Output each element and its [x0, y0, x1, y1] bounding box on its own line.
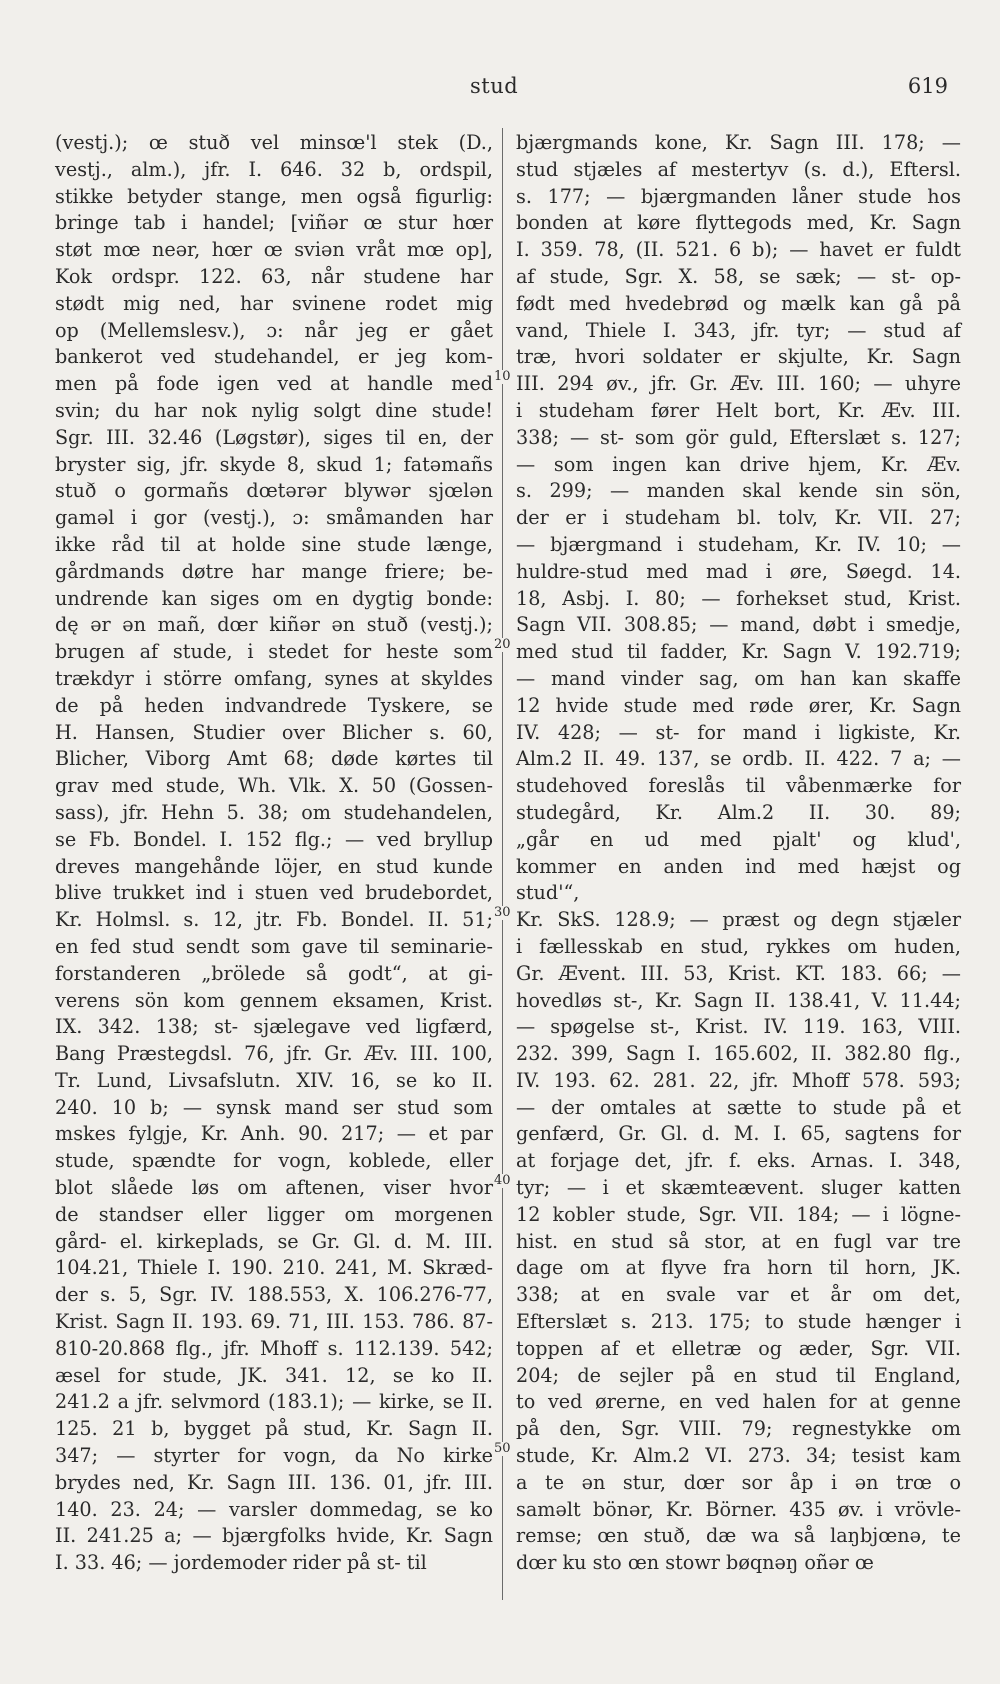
text-line: de standser eller ligger om morgenen	[55, 1202, 493, 1226]
text-line: 240. 10 b; — synsk mand ser stud som	[55, 1095, 493, 1119]
text-line: saməlt bönər, Kr. Börner. 435 øv. i vrövle-	[516, 1497, 961, 1521]
text-line: 241.2 a jfr. selvmord (183.1); — kirke, se II.	[55, 1390, 493, 1414]
text-line: Kr. SkS. 128.9; — præst og degn stjæler	[516, 908, 961, 932]
text-line: på den, Sgr. VIII. 79; regnestykke om	[516, 1417, 961, 1441]
left-column	[55, 130, 493, 1577]
text-line: 125. 21 b, bygget på stud, Kr. Sagn II.	[55, 1417, 493, 1441]
text-line: bankerot ved studehandel, er jeg kom-	[55, 345, 493, 369]
text-line: trækdyr i större omfang, synes at skyldes	[55, 666, 493, 690]
text-line: der er i studeham bl. tolv, Kr. VII. 27;	[516, 506, 961, 530]
text-line: undrende kan siges om en dygtig bonde:	[55, 586, 493, 610]
text-line: hovedløs st-, Kr. Sagn II. 138.41, V. 11.44;	[516, 988, 961, 1012]
text-line: Sgr. III. 32.46 (Løgstør), siges til en, der	[55, 425, 493, 449]
text-line: blot slåede løs om aftenen, viser hvor	[55, 1176, 493, 1200]
text-line: med stud til fadder, Kr. Sagn V. 192.719;	[516, 640, 961, 664]
text-line: dę ər ən mañ, dœr kiñər ən stuð (vestj.);	[55, 613, 493, 637]
text-line: 347; — styrter for vogn, da No kirke	[55, 1444, 493, 1468]
text-line: s. 299; — manden skal kende sin sön,	[516, 479, 961, 503]
text-line: — som ingen kan drive hjem, Kr. Æv.	[516, 452, 961, 476]
text-line: i fællesskab en stud, rykkes om huden,	[516, 934, 961, 958]
text-line: huldre-stud med mad i øre, Søegd. 14.	[516, 559, 961, 583]
text-line: toppen af et elletræ og æder, Sgr. VII.	[516, 1336, 961, 1360]
text-line: bjærgmands kone, Kr. Sagn III. 178; —	[516, 131, 961, 154]
text-line: I. 33. 46; — jordemoder rider på st- til	[55, 1551, 427, 1575]
text-line: grav med stude, Wh. Vlk. X. 50 (Gossen-	[55, 774, 493, 798]
text-line: 810-20.868 flg., jfr. Mhoff s. 112.139. 542;	[55, 1336, 493, 1360]
text-line: brydes ned, Kr. Sagn III. 136. 01, jfr. III.	[55, 1470, 493, 1494]
text-line: s. 177; — bjærgmanden låner stude hos	[516, 184, 961, 208]
text-line: Kr. Holmsl. s. 12, jtr. Fb. Bondel. II. 51;	[55, 908, 493, 932]
text-line: brugen af stude, i stedet for heste som	[55, 640, 493, 664]
text-line: æsel for stude, JK. 341. 12, se ko II.	[55, 1363, 493, 1387]
text-line: støt mœ neər, hœr œ sviən vråt mœ op],	[55, 238, 493, 262]
line-number-40: 40	[494, 1173, 511, 1188]
running-head: stud	[470, 74, 519, 98]
text-line: to ved ørerne, en ved halen for at genne	[516, 1390, 961, 1414]
text-line: stuð o gormañs dœtərər blywər sjœlən	[55, 479, 493, 503]
text-line: vestj., alm.), jfr. I. 646. 32 b, ordspil,	[55, 157, 493, 181]
text-line: gaməl i gor (vestj.), ɔ: småmanden har	[55, 506, 493, 530]
text-line: Sagn VII. 308.85; — mand, døbt i smedje,	[516, 613, 961, 637]
text-line: tyr; — i et skæmteævent. sluger katten	[516, 1176, 961, 1200]
text-line: Kok ordspr. 122. 63, når studene har	[55, 264, 493, 288]
line-number-10: 10	[494, 369, 511, 384]
text-line: vand, Thiele I. 343, jfr. tyr; — stud af	[516, 318, 961, 342]
text-line: — spøgelse st-, Krist. IV. 119. 163, VIII.	[516, 1015, 961, 1039]
text-line: stude, Kr. Alm.2 VI. 273. 34; tesist kam	[516, 1444, 961, 1468]
text-line: dage om at flyve fra horn til horn, JK.	[516, 1256, 961, 1280]
text-line: 204; de sejler på en stud til England,	[516, 1363, 961, 1387]
text-line: studehoved foreslås til våbenmærke for	[516, 774, 961, 798]
text-line: gård- el. kirkeplads, se Gr. Gl. d. M. III.	[55, 1229, 493, 1253]
text-line: — mand vinder sag, om han kan skaffe	[516, 666, 961, 690]
text-line: (vestj.); œ stuð vel minsœ'l stek (D.,	[55, 131, 493, 154]
text-line: genfærd, Gr. Gl. d. M. I. 65, sagtens for	[516, 1122, 961, 1146]
text-line: — bjærgmand i studeham, Kr. IV. 10; —	[516, 532, 961, 556]
text-line: IX. 342. 138; st- sjælegave ved ligfærd,	[55, 1015, 493, 1039]
text-line: der s. 5, Sgr. IV. 188.553, X. 106.276-77,	[55, 1283, 493, 1307]
text-line: 338; — st- som gör guld, Efterslæt s. 127;	[516, 425, 961, 449]
text-line: III. 294 øv., jfr. Gr. Æv. III. 160; — uhyre	[516, 372, 961, 396]
text-line: stødt mig ned, har svinene rodet mig	[55, 291, 493, 315]
text-line: svin; du har nok nylig solgt dine stude!	[55, 398, 493, 422]
text-line: Efterslæt s. 213. 175; to stude hænger i	[516, 1310, 961, 1334]
text-line: kommer en anden ind med hæjst og	[516, 854, 961, 878]
text-line: Krist. Sagn II. 193. 69. 71, III. 153. 786. 87-	[55, 1310, 493, 1334]
text-line: Gr. Ævent. III. 53, Krist. KT. 183. 66; —	[516, 961, 961, 985]
text-line: bringe tab i handel; [viñər œ stur hœr	[55, 211, 493, 235]
text-line: dœr ku sto œn stowr bøqnəŋ oñər œ	[516, 1551, 874, 1575]
text-line: Bang Præstegdsl. 76, jfr. Gr. Æv. III. 100,	[55, 1042, 493, 1066]
text-line: i studeham fører Helt bort, Kr. Æv. III.	[516, 398, 961, 422]
text-line: en fed stud sendt som gave til seminarie-	[55, 934, 493, 958]
text-line: stude, spændte for vogn, koblede, eller	[55, 1149, 493, 1173]
text-line: forstanderen „brölede så godt“, at gi-	[55, 961, 493, 985]
line-number-30: 30	[494, 905, 511, 920]
text-line: født med hvedebrød og mælk kan gå på	[516, 291, 961, 315]
text-line: studegård, Kr. Alm.2 II. 30. 89;	[516, 800, 961, 824]
text-line: verens sön kom gennem eksamen, Krist.	[55, 988, 493, 1012]
column-divider	[502, 128, 503, 1600]
right-column	[516, 130, 961, 1577]
page-number: 619	[907, 74, 948, 98]
text-line: 12 kobler stude, Sgr. VII. 184; — i lögne-	[516, 1202, 961, 1226]
text-line: men på fode igen ved at handle med	[55, 372, 493, 396]
text-line: Blicher, Viborg Amt 68; døde kørtes til	[55, 747, 493, 771]
text-line: II. 241.25 a; — bjærgfolks hvide, Kr. Sagn	[55, 1524, 493, 1548]
text-line: I. 359. 78, (II. 521. 6 b); — havet er fuldt	[516, 238, 961, 262]
text-line: bonden at køre flyttegods med, Kr. Sagn	[516, 211, 961, 235]
text-line: IV. 428; — st- for mand i ligkiste, Kr.	[516, 720, 961, 744]
text-line: mskes fylgje, Kr. Anh. 90. 217; — et par	[55, 1122, 493, 1146]
text-line: hist. en stud så stor, at en fugl var tre	[516, 1229, 961, 1253]
text-line: 232. 399, Sagn I. 165.602, II. 382.80 flg.,	[516, 1042, 961, 1066]
text-line: dreves mangehånde löjer, en stud kunde	[55, 854, 493, 878]
text-line: stud'“,	[516, 881, 580, 905]
line-number-20: 20	[494, 637, 511, 652]
text-line: remse; œn stuð, dæ wa så laŋbjœnə, te	[516, 1524, 961, 1548]
text-line: sass), jfr. Hehn 5. 38; om studehandelen,	[55, 800, 493, 824]
text-line: ikke råd til at holde sine stude længe,	[55, 532, 493, 556]
text-line: træ, hvori soldater er skjulte, Kr. Sagn	[516, 345, 961, 369]
text-line: 104.21, Thiele I. 190. 210. 241, M. Skræd-	[55, 1256, 493, 1280]
text-line: op (Mellemslesv.), ɔ: når jeg er gået	[55, 318, 493, 342]
text-line: Alm.2 II. 49. 137, se ordb. II. 422. 7 a; —	[516, 747, 961, 771]
text-line: blive trukket ind i stuen ved brudebordet,	[55, 881, 493, 905]
text-line: de på heden indvandrede Tyskere, se	[55, 693, 493, 717]
text-line: — der omtales at sætte to stude på et	[516, 1095, 961, 1119]
text-line: gårdmands døtre har mange friere; be-	[55, 559, 493, 583]
text-line: 12 hvide stude med røde ører, Kr. Sagn	[516, 693, 961, 717]
text-line: 140. 23. 24; — varsler dommedag, se ko	[55, 1497, 493, 1521]
text-line: at forjage det, jfr. f. eks. Arnas. I. 348,	[516, 1149, 961, 1173]
text-line: 18, Asbj. I. 80; — forhekset stud, Krist.	[516, 586, 961, 610]
text-line: se Fb. Bondel. I. 152 flg.; — ved bryllup	[55, 827, 493, 851]
text-line: af stude, Sgr. X. 58, se sæk; — st- op-	[516, 264, 961, 288]
text-line: stud stjæles af mestertyv (s. d.), Eftersl.	[516, 157, 961, 181]
text-line: a te ən stur, dœr sor åp i ən trœ o	[516, 1470, 961, 1494]
line-number-50: 50	[494, 1441, 511, 1456]
text-line: 338; at en svale var et år om det,	[516, 1283, 961, 1307]
text-line: bryster sig, jfr. skyde 8, skud 1; fatəmañs	[55, 452, 493, 476]
text-line: „går en ud med pjalt' og klud',	[516, 827, 961, 851]
text-line: stikke betyder stange, men også figurlig:	[55, 184, 493, 208]
text-line: H. Hansen, Studier over Blicher s. 60,	[55, 720, 493, 744]
text-line: Tr. Lund, Livsafslutn. XIV. 16, se ko II.	[55, 1068, 493, 1092]
text-line: IV. 193. 62. 281. 22, jfr. Mhoff 578. 593;	[516, 1068, 961, 1092]
